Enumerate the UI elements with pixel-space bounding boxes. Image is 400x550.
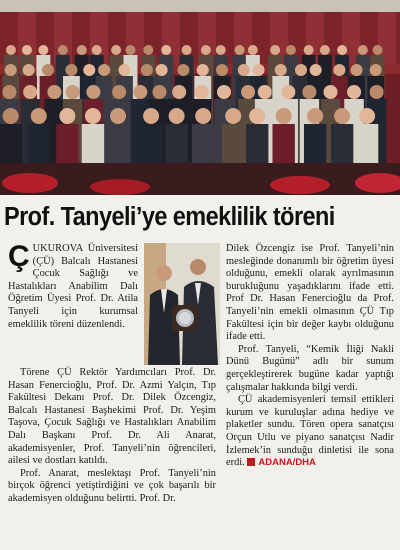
photo-ceiling [0,0,400,12]
photo-crowd [0,30,400,170]
news-agency-credit [247,457,316,468]
paragraph-attendees: Törene ÇÜ Rektör Yardımcıları Prof. Dr. Hasan Fenercioğlu, Prof. Dr. Azmi Yalçın, Tıp Fakültesi Dekanı Prof. Dr. Dilek Özcengiz, Balcalı Hastanesi Başhekimi Prof. Dr. Yeşim Taşova, Çocuk Sağlığı ve Hastalıkları Anabilim Dalı Başkanı Prof. Dr. Ali Anarat, akademisyenler, Prof. Tanyeli’nin öğrencileri, ailesi ve dostları katıldı. [8,367,216,467]
award-photo-illustration [144,243,220,365]
group-photo [0,0,400,195]
drop-cap: Ç [8,240,30,273]
lead-paragraph [8,240,138,331]
lead-text: UKUROVA Üniversitesi (ÇÜ) Balcalı Hastanesi Çocuk Sağlığı ve Hastalıkları Anabilim Dalı Öğretim Üyesi Prof. Dr. Atila Tanyeli için kurumsal emeklilik töreni düzenlendi. [8,243,138,330]
photo-flowers [0,165,400,195]
article-lead [8,240,138,331]
paragraph-closing [226,394,394,470]
paragraph-presentation: Prof. Tanyeli, “Kemik İliği Nakli Dünü Bugünü” adlı bir sunum gerçekleştirerek bugüne kadar yaptığı çalışmalar hakkında bilgi verdi. [226,343,394,393]
paragraph-anarat: Prof. Anarat, meslektaşı Prof. Tanyeli’nin birçok öğrenci yetiştirdiğini ve çok başarılı bir akademisyen olduğunu belirtti. Prof. Dr. [8,467,216,504]
closing-text: ÇÜ akademisyenleri temsil ettikleri kurum ve kuruluşlar adına hediye ve plaketler sundu. Tören opera sanatçısı Orçun Utlu ve piyano sanatçısı Nadir İzlemek’in sunduğu dinletisi ile sona erdi. [226,394,394,469]
credit-label: ADANA/DHA [258,457,316,469]
red-square-icon [247,458,255,466]
article-body-right [226,243,394,470]
article-body-left [8,367,216,506]
paragraph-ozcengiz: Dilek Özcengiz ise Prof. Tanyeli’nin mesleğinde donanımlı bir öğretim üyesi olduğunu, emekli olarak ayrılmasının burukluğunu yaşadıklarını ifade etti. Prof Dr. Hasan Fenercioğlu da Prof. Tanyeli’nin emekli olmasının ÇÜ Tıp Fakültesi için bir değer kaybı olduğunu ifade etti. [226,243,394,343]
award-photo [144,243,220,365]
headline: Prof. Tanyeli’ye emeklilik töreni [4,203,335,231]
